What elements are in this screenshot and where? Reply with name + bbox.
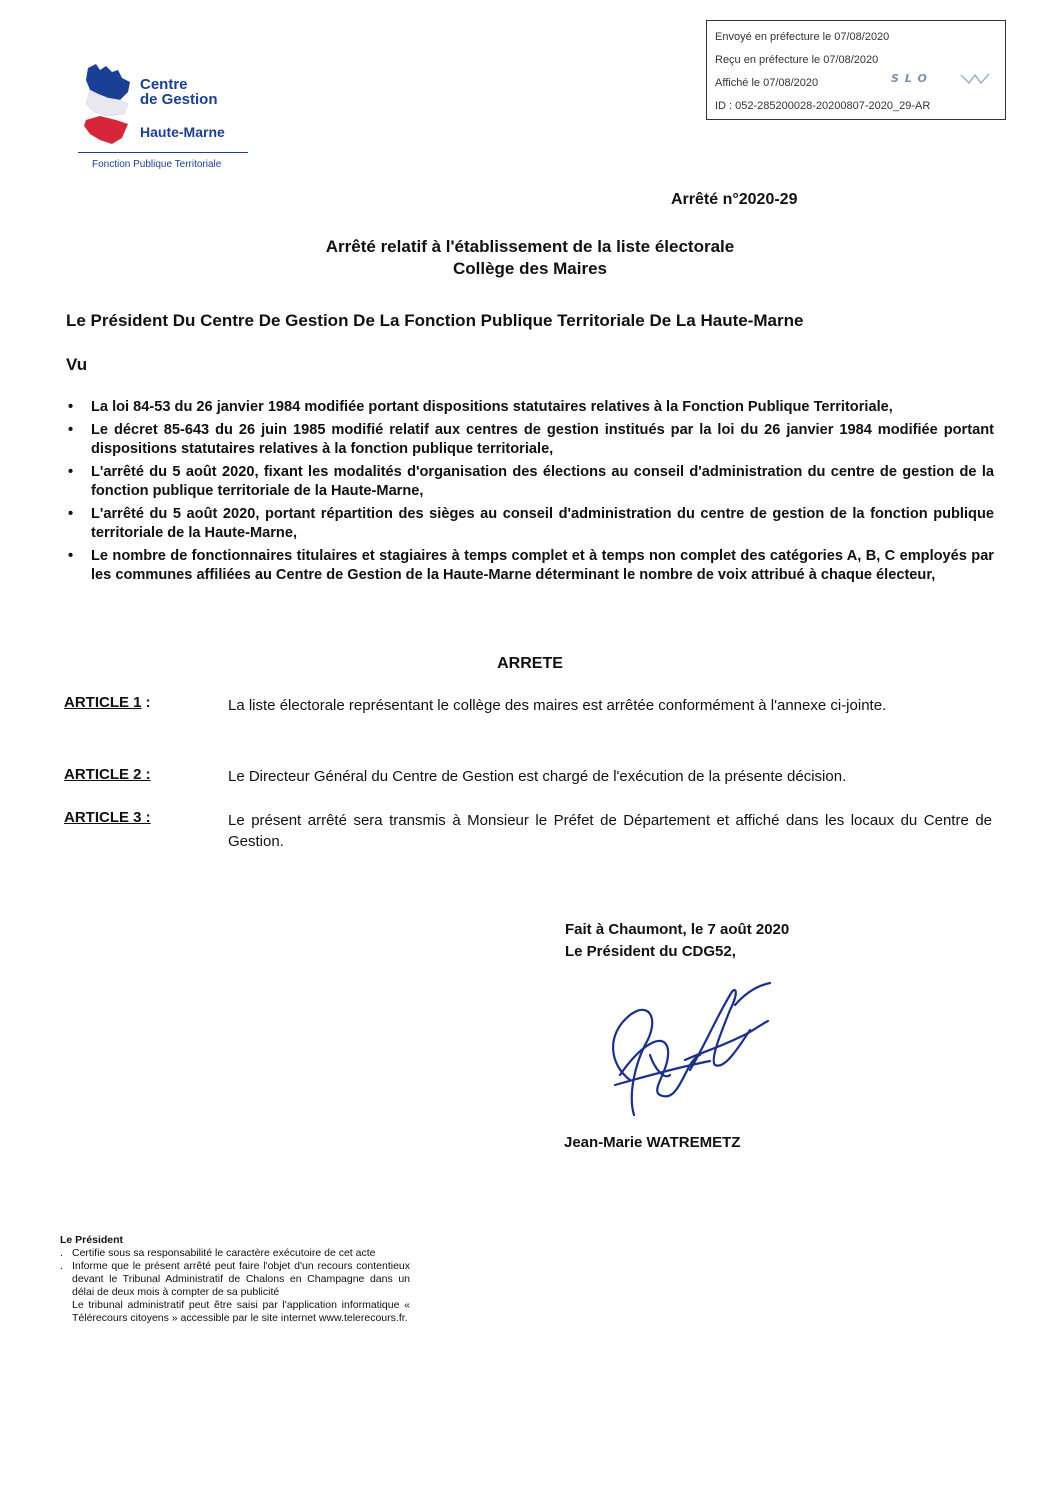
document-subtitle: Collège des Maires	[452, 259, 607, 278]
list-item: • L'arrêté du 5 août 2020, portant répartition des sièges au conseil d'administration du centre de gestion de la fonction publique territoriale de la Haute-Marne,	[68, 505, 994, 541]
bullet-icon: •	[68, 399, 74, 415]
article-3-label: ARTICLE 3 :	[64, 809, 151, 826]
footnote	[60, 1234, 410, 1325]
place-date: Fait à Chaumont, le 7 août 2020	[565, 921, 790, 938]
bullet-icon: •	[68, 421, 74, 438]
signature-icon	[590, 975, 775, 1125]
logo-line-3: Haute-Marne	[140, 124, 225, 140]
stamp-id: ID : 052-285200028-20200807-2020_29-AR	[715, 100, 931, 112]
signer-name: Jean-Marie WATREMETZ	[564, 1134, 741, 1151]
arrete-heading: ARRETE	[497, 655, 563, 672]
article-2-text: Le Directeur Général du Centre de Gestion est chargé de l'exécution de la présente décision.	[228, 768, 847, 785]
signer-role: Le Président du CDG52,	[565, 943, 736, 960]
logo-line-1: Centre	[140, 76, 188, 93]
logo-tagline: Fonction Publique Territoriale	[92, 159, 222, 170]
bullet-icon: •	[68, 547, 74, 564]
list-item: • Le nombre de fonctionnaires titulaires et stagiaires à temps complet et à temps non complet des catégories A, B, C employés par les communes affiliées au Centre de Gestion de la Haute-Marne déterminant le nombre de voix attribué à chaque électeur,	[68, 547, 994, 583]
logo-line-2: de Gestion	[140, 91, 218, 108]
stamp-received: Reçu en préfecture le 07/08/2020	[715, 54, 879, 66]
list-item: . Informe que le présent arrêté peut faire l'objet d'un recours contentieux devant le Tribunal Administratif de Chalons en Champagne dans un délai de deux mois à compter de sa publicité	[60, 1260, 410, 1298]
list-item: • L'arrêté du 5 août 2020, fixant les modalités d'organisation des élections au conseil d'administration du centre de gestion de la fonction publique territoriale de la Haute-Marne,	[68, 463, 994, 499]
bullet-icon: •	[68, 463, 74, 480]
cdg52-logo	[78, 60, 258, 175]
article-3-text: Le présent arrêté sera transmis à Monsieur le Préfet de Département et affiché dans les locaux du Centre de Gestion.	[228, 812, 992, 850]
slo-logo-icon	[891, 71, 991, 85]
list-item: . Certifie sous sa responsabilité le caractère exécutoire de cet acte	[60, 1247, 376, 1259]
footnote-extra: Le tribunal administratif peut être saisi par l'application informatique « Télérecours citoyens » accessible par le site internet www.telerecours.fr.	[72, 1299, 410, 1324]
haute-marne-map-icon	[78, 60, 140, 155]
vu-heading: Vu	[66, 355, 88, 374]
svg-text:SLO: SLO	[891, 72, 933, 85]
logo-divider	[78, 152, 248, 153]
considerations-list	[66, 398, 994, 589]
footnote-title: Le Président	[60, 1234, 124, 1246]
list-item: • Le décret 85-643 du 26 juin 1985 modifié relatif aux centres de gestion institués par la loi du 26 janvier 1984 modifiée portant dispositions statutaires relatives à la fonction publique territoriale,	[68, 421, 994, 457]
bullet-icon: •	[68, 505, 74, 522]
article-2-label: ARTICLE 2 :	[64, 766, 151, 783]
document-title: Arrêté relatif à l'établissement de la liste électorale	[325, 237, 735, 256]
stamp-posted: Affiché le 07/08/2020	[715, 77, 819, 89]
article-1-text: La liste électorale représentant le collège des maires est arrêtée conformément à l'annexe ci-jointe.	[228, 697, 887, 714]
prefecture-stamp	[706, 20, 1006, 120]
closing-block	[565, 919, 789, 963]
article-1-label: ARTICLE 1 :	[64, 694, 151, 711]
stamp-sent: Envoyé en préfecture le 07/08/2020	[715, 31, 890, 43]
president-heading: Le Président Du Centre De Gestion De La Fonction Publique Territoriale De La Haute-Marne	[66, 311, 804, 330]
arrete-number: Arrêté n°2020-29	[671, 191, 798, 208]
list-item: • La loi 84-53 du 26 janvier 1984 modifiée portant dispositions statutaires relatives à la Fonction Publique Territoriale,	[66, 398, 994, 418]
